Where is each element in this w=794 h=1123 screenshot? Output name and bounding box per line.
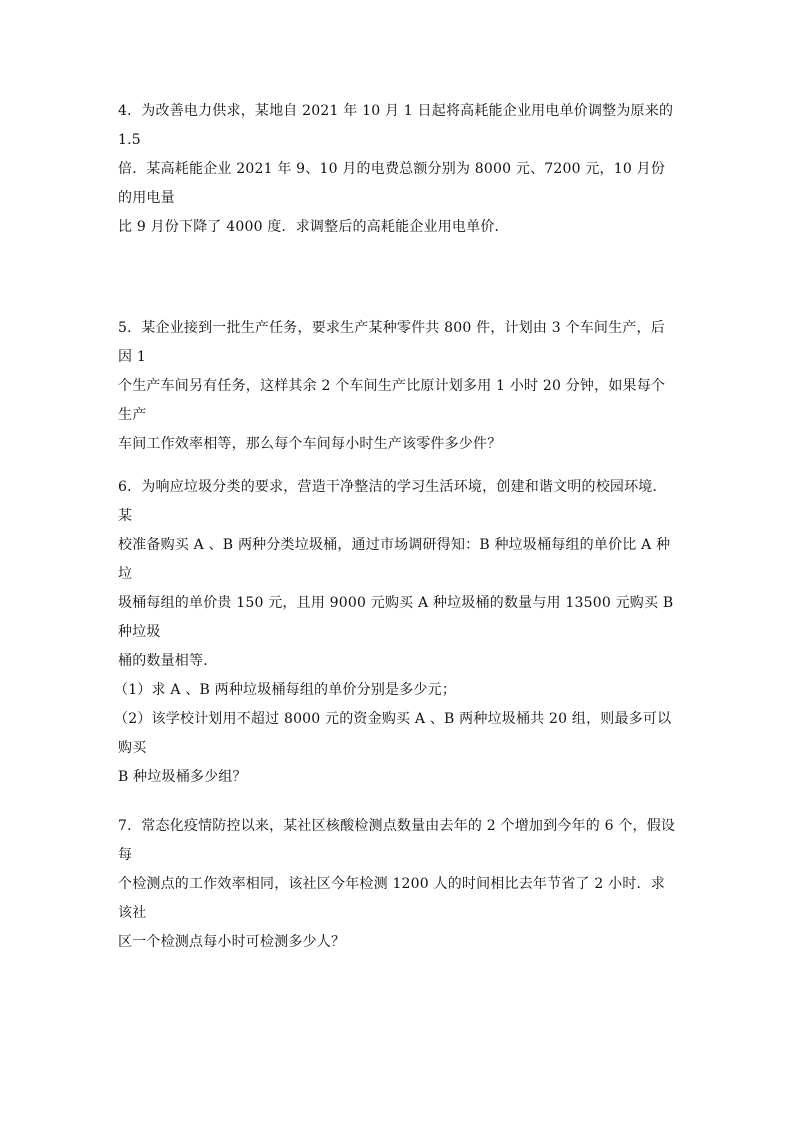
- problem-5-line-2: 个生产车间另有任务，这样其余 2 个车间生产比原计划多用 1 小时 20 分钟，如果每个生产: [118, 378, 666, 423]
- problem-6-line-3: 圾桶每组的单价贵 150 元，且用 9000 元购买 A 种垃圾桶的数量与用 13500 元购买 B 种垃圾: [118, 595, 674, 640]
- problem-7: [118, 812, 678, 957]
- problem-5-line-1: 5．某企业接到一批生产任务，要求生产某种零件共 800 件，计划由 3 个车间生产，后因 1: [118, 320, 665, 365]
- problem-5: [118, 314, 678, 459]
- problem-7-line-2: 个检测点的工作效率相同，该社区今年检测 1200 人的时间相比去年节省了 2 小时．求该社: [118, 876, 665, 921]
- problem-6: [114, 473, 678, 792]
- problem-6-subquestion-2-cont: B 种垃圾桶多少组？: [118, 769, 247, 785]
- problem-4-line-1: 4．为改善电力供求，某地自 2021 年 10 月 1 日起将高耗能企业用电单价调整为原来的 1.5: [118, 103, 674, 148]
- problem-6-subquestion-1: （1）求 A 、B 两种垃圾桶每组的单价分别是多少元；: [114, 682, 457, 698]
- problem-7-line-3: 区一个检测点每小时可检测多少人？: [118, 934, 346, 950]
- problem-4-line-2: 倍．某高耗能企业 2021 年 9、10 月的电费总额分别为 8000 元、7200 元，10 月份的用电量: [118, 161, 666, 206]
- problem-6-subquestion-2: （2）该学校计划用不超过 8000 元的资金购买 A 、B 两种垃圾桶共 20 组，则最多可以购买: [114, 711, 672, 756]
- problem-4-line-3: 比 9 月份下降了 4000 度．求调整后的高耗能企业用电单价．: [118, 219, 509, 235]
- problem-6-line-2: 校准备购买 A 、B 两种分类垃圾桶，通过市场调研得知：B 种垃圾桶每组的单价比 A 种垃: [118, 537, 671, 582]
- problem-5-line-3: 车间工作效率相等，那么每个车间每小时生产该零件多少件？: [118, 436, 502, 452]
- problem-7-line-1: 7．常态化疫情防控以来，某社区核酸检测点数量由去年的 2 个增加到今年的 6 个，假设每: [118, 818, 676, 863]
- problem-4: [118, 97, 678, 242]
- problem-6-line-1: 6．为响应垃圾分类的要求，营造干净整洁的学习生活环境，创建和谐文明的校园环境．某: [118, 479, 667, 524]
- problem-6-line-4: 桶的数量相等．: [118, 653, 218, 669]
